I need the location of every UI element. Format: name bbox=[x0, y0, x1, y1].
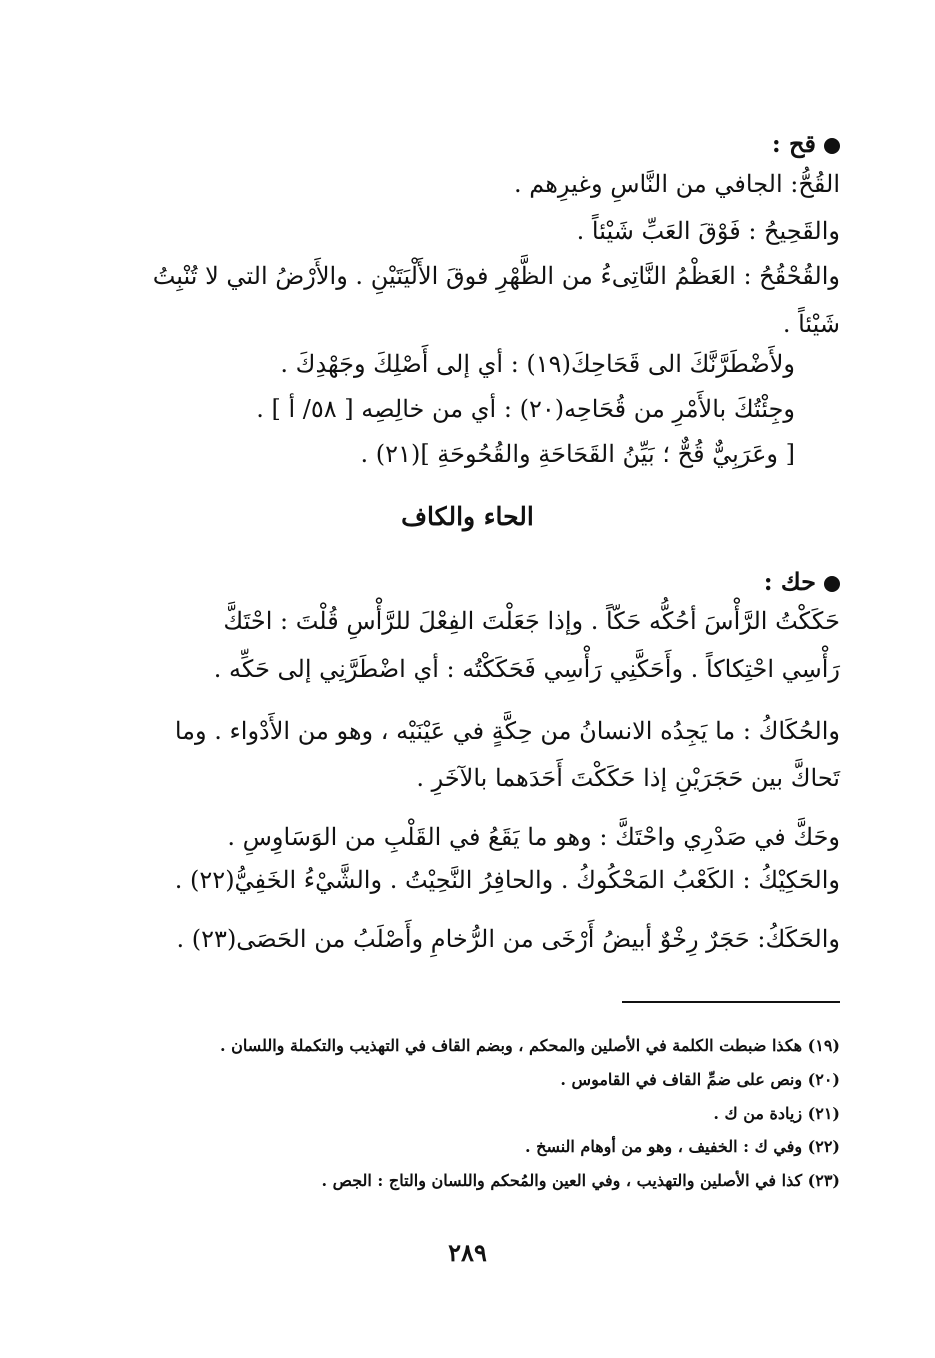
bullet-icon bbox=[824, 576, 840, 592]
qh-line-6: وجِئْتُكَ بالأَمْرِ من قُحَاحِه(٢٠) : أي من خالِصِه [ ٥٨/ أ ] . bbox=[256, 395, 795, 423]
hk-line-5: وحَكَّ في صَدْرِي واحْتَكَّ : وهو ما يَقَعُ في القَلْبِ من الوَسَاوِسِ . bbox=[227, 823, 840, 851]
qh-line-1: القُحُّ: الجافي من النَّاسِ وغيرِهم . bbox=[514, 170, 840, 198]
qh-line-2: والقَحِيحُ : فَوْقَ العَبِّ شَيْئاً . bbox=[576, 217, 840, 245]
bullet-icon bbox=[824, 138, 840, 154]
entry-head-qh-text: قح : bbox=[771, 129, 816, 158]
footnote-19: (١٩) هكذا ضبطت الكلمة في الأصلين والمحكم ، وبضم القاف في التهذيب والتكملة واللسان . bbox=[220, 1036, 840, 1055]
hk-line-2: رَأْسِي احْتِكاكاً . وأَحَكَّنِي رَأْسِي فَحَكَكْتُه : أي اضْطَرَّنِي إلى حَكِّه . bbox=[213, 655, 840, 683]
qh-line-3: والقُحْقُحُ : العَظْمُ النَّاتِىءُ من الظَّهْرِ فوقَ الأَلْيَتَيْنِ . والأَرْضُ التي لا تُنْبِتُ bbox=[152, 262, 840, 290]
hk-line-3: والحُكَاكُ : ما يَجِدُه الانسانُ من حِكَّةٍ في عَيْنَيْه ، وهو من الأَدْواء . وما bbox=[174, 717, 840, 745]
footnote-20: (٢٠) ونص على ضمِّ القاف في القاموس . bbox=[560, 1070, 840, 1089]
footnote-separator bbox=[622, 1001, 840, 1003]
hk-line-7: والحَكَكُ: حَجَرٌ رِخْوٌ أبيضُ أَرْخَى من الرُّخامِ وأَصْلَبُ من الحَصَى(٢٣) . bbox=[176, 925, 840, 953]
hk-line-1: حَكَكْتُ الرَّأْسَ أحُكُّه حَكّاً . وإذا جَعَلْتَ الفِعْلَ للرَّأْسِ قُلْتَ : احْتَكَّ bbox=[223, 607, 840, 635]
hk-line-4: تَحاكَّ بين حَجَرَيْنِ إذا حَكَكْتَ أَحَدَهما بالآخَرِ . bbox=[416, 764, 840, 792]
hk-line-6: والحَكِيْكُ : الكَعْبُ المَحْكُوكُ . والحافِرُ النَّحِيْتُ . والشَّيْءُ الخَفِيُّ(٢٢) . bbox=[174, 866, 840, 894]
footnote-21: (٢١) زيادة من ك . bbox=[713, 1104, 840, 1123]
page-number: ٢٨٩ bbox=[448, 1238, 487, 1267]
entry-head-hk bbox=[764, 568, 840, 597]
entry-head-hk-text: حك : bbox=[763, 567, 816, 596]
entry-head-qh bbox=[772, 130, 840, 159]
section-heading: الحاء والكاف bbox=[401, 502, 534, 531]
footnote-22: (٢٢) وفي ك : الخفيف ، وهو من أوهام النسخ . bbox=[524, 1137, 840, 1156]
footnote-23: (٢٣) كذا في الأصلين والتهذيب ، وفي العين والمُحكم واللسان والتاج : الجص . bbox=[321, 1171, 840, 1190]
qh-line-5: ولأَضْطَرَّنَّكَ الى قَحَاحِكَ(١٩) : أي إلى أَصْلِكَ وجَهْدِكَ . bbox=[280, 350, 795, 378]
qh-line-4: شَيْئاً . bbox=[782, 310, 840, 338]
qh-line-7: [ وعَرَبِيٌّ قُحٌّ ؛ بَيِّنُ القَحَاحَةِ والقُحُوحَةِ ](٢١) . bbox=[360, 440, 795, 468]
